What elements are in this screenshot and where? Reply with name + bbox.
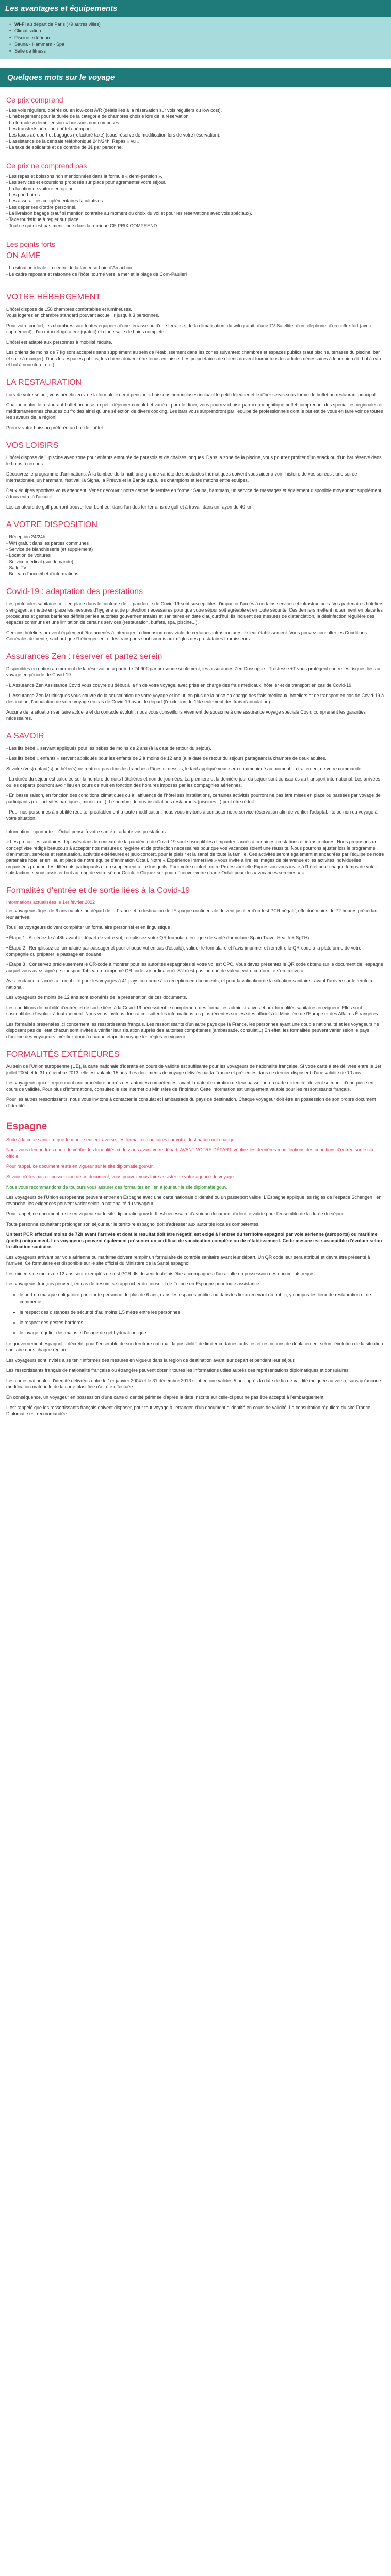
equipment-banner [0, 0, 391, 59]
paragraph: Pour les autres ressortissants, nous vous invitons à contacter le consulat et l'ambassade du pays de destination. Chaque voyageur doit être en possession de son propre document d'identité. [6, 1097, 376, 1108]
section-heading-restauration: LA RESTAURATION [6, 378, 82, 387]
paragraph: Il est rappelé que les ressortissants français doivent disposer, pour tout voyage à l'étranger, d'un document d'identité en cours de validité. La consultation régulière du site France Diplomatie est recommandée. [6, 1405, 371, 1416]
list-line: - La livraison bagage (sauf si mention contraire au moment du choix du vol et pour les réservations avec vols spéciaux). [6, 211, 252, 216]
paragraph: Les cartes nationales d'identité délivrées entre le 1er janvier 2004 et le 31 décembre 2013 sont encore valides 5 ans après la date de fin de validité indiquée au verso, sans qu'aucune modification matérielle de la carte plastifiée n'ait été effectuée. [6, 1378, 381, 1389]
equipment-item-label: au départ de Paris (+9 autres villes) [25, 22, 101, 27]
list-line: - Les taxes aéroport et bagages (refacturé taxe) (sous réserve de modification lors de votre réservation). [6, 132, 221, 138]
paragraph: Les voyageurs français peuvent, en cas de besoin, se rapprocher du consulat de France en Espagne pour toute assistance. [6, 1281, 261, 1286]
paragraph: Le gouvernement espagnol a décrété, pour l'ensemble de son territoire national, la possibilité de limiter certaines activités et restrictions de déplacement selon l'évolution de la situation sanitaire dans chaque région. [6, 1341, 383, 1352]
espagne-pink-text [6, 1137, 385, 1180]
equipment-list-box [0, 17, 391, 59]
rule-item: • le respect des distances de sécurité d'au moins 1,5 mètre entre les personnes ; [20, 1309, 385, 1316]
list-line: - Service de blanchisserie (et supplément) [6, 547, 93, 552]
list-line: - Les vols réguliers, opérés ou en low-cost A/R (délais liés à la réservation sur vols réguliers ou low cost). [6, 108, 222, 113]
paragraph: Chaque matin, le restaurant buffet propose un petit-déjeuner complet et varié et pour le dîner, vous pourrez choisir parmi un magnifique buffet comprenant des spécialités régionales et méditerranéennes chaudes ou froides ainsi qu'une sélection de divers cooking. Les bars vous surprendront par l'équipe de professionnels dont le but est de vous en faire voir de toutes les saveurs de la région! [6, 402, 383, 420]
section-heading-prix-ne-comprend: Ce prix ne comprend pas [6, 162, 87, 170]
paragraph: L'hôtel dispose de 158 chambres confortables et lumineuses. Vous logerez en chambre standard pouvant accueillir jusqu'à 3 personnes. [6, 307, 159, 318]
paragraph: Les voyageurs de l'Union européenne peuvent entrer en Espagne avec une carte nationale d'identité ou un passeport valide. L'Espagne applique les règles de l'espace Schengen ; en revanche, les exigences peuvent varier selon la nationalité du voyageur. [6, 1195, 382, 1206]
disposition-list [6, 534, 385, 577]
paragraph: Les protocoles sanitaires mis en place dans le contexte de la pandémie de Covid-19 sont susceptibles d'impacter l'accès à certains services et infrastructures. Vos partenaires hôteliers s'engagent à mettre en place les mesures d'hygiène et de protection nécessaires pour que votre séjour soit agréable et en toute sécurité. Ces derniers mettent notamment en place les procédures et gestes barrières définis par les autorités gouvernementales et sanitaires en date d'aujourd'hui. Ils incluent des mesures de distanciation, la désinfection régulière des espaces communs et une limitation de certains services (restauration, buffets, spa, piscine...). [6, 601, 384, 625]
paragraph: Les voyageurs âgés de 6 ans ou plus au départ de la France et à destination de l'Espagne continentale doivent justifier d'un test PCR négatif, effectué moins de 72 heures précédant leur arrivée. [6, 908, 379, 920]
list-line: - Bureau d'accueil et d'informations [6, 571, 79, 577]
equipment-item [14, 48, 385, 55]
notice-paragraph: Nous vous demandons donc de vérifier les formalités ci-dessous avant votre départ. AVANT VOTRE DÉPART, vérifiez les dernières modifications des conditions d'entrée sur le site officiel. [6, 1147, 375, 1159]
list-line: - Les dépenses d'ordre personnel. [6, 205, 77, 210]
section-subheading-on-aime: ON AIME [6, 251, 41, 260]
paragraph: - Les lits bébé « servant appliqués pour les bébés de moins de 2 ans (à la date de retour du séjour). [6, 745, 211, 751]
list-line: - Service médical (sur demande) [6, 559, 74, 564]
details-banner [0, 68, 391, 87]
list-line: - Les assurances complémentaires facultatives. [6, 198, 104, 204]
recommendation-paragraph: Nous vous recommandons de toujours vous assurer des formalités en lien à jour sur le site diplomatie.gouv. [6, 1184, 228, 1190]
list-line: - La formule « demi-pension » boissons non comprises. [6, 120, 121, 125]
covid-text [6, 601, 385, 642]
list-line: - Les pourboires. [6, 192, 41, 197]
paragraph: • Étape 2 : Remplissez ce formulaire par passager et pour chaque vol en cas d'escale), valider le formulaire et l'avis imprimer et remettre le QR-code à la plateforme de votre compagnie ou préparer le passage en douane. [6, 945, 362, 957]
section-heading-loisirs: VOS LOISIRS [6, 441, 59, 450]
rule-item: • le lavage régulier des mains et l'usage de gel hydroalcoolique. [20, 1329, 385, 1336]
list-line: - Wifi gratuit dans les parties communes [6, 540, 89, 546]
equipment-title: Les avantages et équipements [0, 0, 391, 17]
paragraph: Prenez votre boisson préférée au bar de l'hôtel. [6, 425, 104, 430]
list-line: - La situation idéale au centre de la fameuse baie d'Arcachon. [6, 265, 134, 270]
list-line: - L'assistance de la centrale téléphonique 24h/24h. Repas « vu ». [6, 139, 141, 144]
section-heading-disposition: A VOTRE DISPOSITION [6, 520, 97, 529]
equipment-item-label: Salle de fitness [14, 48, 46, 54]
paragraph: - L'Assurance Zen Assistance Covid vous couvre du début à la fin de votre voyage, avec prise en charge des frais médicaux, hôtelier et de transport en cas de Covid-19. [6, 683, 353, 688]
paragraph: • Étape 3 : Conservez précieusement le QR-code à montrer pour les autorités espagnoles si votre vol est OPC. Vous devez présentez le QR code obtenu sur le document de l'espagne auquel vous avez signé (le transport Tableau, ou imprimé QR code sur ordinateur). S'il n'est pas indiqué de valeur, votre conformité s'en trouvera. [6, 962, 383, 973]
espagne-text [6, 1194, 385, 1227]
paragraph: • Étape 1 : Accédez-le à 48h avant le départ de votre vol, remplissez votre QR formulaire en ligne de santé (formulaire Spain Travel Health + SpTH). [6, 935, 311, 940]
hebergement-text [6, 306, 385, 368]
list-line: - Le cadre reposant et raisonné de l'hôtel tourné vers la mer et la plage de Corn-Paulier! [6, 272, 187, 277]
espagne-text-3 [6, 1341, 385, 1417]
list-line: - Réception 24/24h [6, 534, 46, 539]
list-line: - Salle TV [6, 565, 27, 570]
paragraph: Avis tendance à l'accès à la mobilité pour les voyages à 41 pays conforme à la réception en documents, et pour la validation de la situation sanitaire : avant l'arrivée sur le territoire national. [6, 978, 374, 990]
paragraph: Toute personne souhaitant prolonger son séjour sur le territoire espagnol doit s'adresser aux autorités locales compétentes. [6, 1222, 260, 1227]
espagne-text-2 [6, 1254, 385, 1287]
list-line: - Tout ce qui n'est pas mentionné dans la rubrique CE PRIX COMPREND. [6, 223, 158, 228]
section-heading-savoir: A SAVOIR [6, 732, 44, 740]
formalites-text [6, 908, 385, 1040]
paragraph: Pour votre confort, les chambres sont toutes équipées d'une terrasse ou d'une terrasse, de la climatisation, du wifi gratuit, d'une TV Satellite, d'un téléphone, d'un coffre-fort (avec supplément), d'un mini réfrigérateur (gratuit) et d'une salle de bains complète. [6, 323, 371, 334]
section-heading-hebergement: VOTRE HÉBERGEMENT [6, 293, 101, 301]
paragraph: Information importante : l'Octali pense à votre santé et adapte vos prestations [6, 829, 166, 834]
equipment-list [6, 21, 385, 55]
paragraph: Les ressortissants français de nationalité française ou étrangère peuvent obtenir toutes les informations utiles auprès des représentations diplomatiques et consulaires. [6, 1368, 350, 1373]
list-line: - Location de voitures [6, 553, 51, 558]
equipment-item [14, 21, 385, 28]
paragraph: En conséquence, un voyageur en possession d'une carte d'identité périmée d'après la date inscrite sur celle-ci peut ne pas être accepté à l'embarquement. [6, 1395, 325, 1400]
paragraph: L'hôtel est adapté aux personnes à mobilité réduite. [6, 340, 112, 345]
paragraph: Disponibles en option au moment de la réservation à partir de 24.90€ par personne seulement, les assurances Zen Dossoppe - Tréstesse +T vous protègent contre les risques liés au voyage en période de Covid-19. [6, 666, 380, 677]
rule-item: • le respect des gestes barrières ; [20, 1319, 385, 1326]
paragraph: Si votre (vos) enfant(s) ou bébé(s) ne rentrent pas dans les tranches d'âges ci-dessus, le tarif appliqué vous sera communiqué au moment du traitement de votre commande. [6, 766, 363, 771]
notice-paragraph: Pour rappel, ce document reste en vigueur sur le site diplomatie.gouv.fr. [6, 1164, 154, 1169]
equipment-item [14, 41, 385, 48]
section-heading-prix-comprend: Ce prix comprend [6, 96, 63, 104]
paragraph: Deux équipes sportives vous attendent. Venez découvrir notre centre de remise en forme : Sauna, hammam, un service de massages et également disponible moyennant supplément à tous entre à l'accueil. [6, 488, 381, 499]
paragraph: - Pour nos personnes à mobilité réduite, préalablement à toute modification, nous vous invitons à contacter notre service réservation afin de vérifier l'adaptabilité ou non du voyage à votre situation. [6, 809, 378, 821]
equipment-item-label: Climatisation [14, 28, 41, 33]
equipment-item-label: Piscine extérieure [14, 35, 52, 40]
equipment-item [14, 28, 385, 35]
paragraph: Pour rappel, ce document reste en vigueur sur le site diplomatie.gouv.fr. Il est nécessaire d'avoir un document d'identité valide pour l'ensemble de la durée du séjour. [6, 1211, 345, 1216]
paragraph: Les voyageurs de moins de 12 ans sont exonérés de la présentation de ces documents. [6, 995, 187, 1000]
equipment-item-bold: Wi-Fi [14, 22, 26, 27]
equipment-item-label: Sauna - Hammam - Spa [14, 42, 65, 47]
paragraph: Au sein de l'Union européenne (UE), la carte nationale d'identité en cours de validité est suffisante pour les voyageurs de nationalité française. Si votre carte a été délivrée entre le 1er juillet 2004 et le 31 décembre 2013, elle est valable 15 ans. Les documents de voyage délivrés par la France et présentés dans ce dernier disposent d'une validité de 10 ans. [6, 1064, 382, 1075]
equipment-item [14, 35, 385, 41]
paragraph: Les voyageurs qui entreprennent une procédure auprès des autorités compétentes, avant la date d'expiration de leur passeport ou carte d'identité, doivent se munir d'une pièce en cours de validité. Pour plus d'informations, consultez le site internet du Ministère de l'Intérieur. Cette information est uniquement valable pour les ressortissants français. [6, 1080, 374, 1092]
rule-item: • le port du masque obligatoire pour toute personne de plus de 6 ans, dans les espaces publics ou dans les lieux recevant du public, y compris les lieux de restauration et de commerce ; [20, 1291, 385, 1306]
formalites-ext-text [6, 1063, 385, 1109]
paragraph: - Les lits bébé « enfants » servent appliqués pour les enfants de 2 à moins de 12 ans (à la date de retour du séjour) partageant la chambre de deux adultes. [6, 756, 327, 761]
paragraph: Les conditions de mobilité d'entrée et de sortie liées à la Covid-19 nécessitent le complément des formalités administratives et aux formalités sanitaires en vigueur. Elles sont susceptibles d'évoluer à tout moment. Nous vous invitons donc à consulter les informations les plus récentes sur les sites officiels du Ministère de l'Europe et des Affaires Étrangères. [6, 1005, 379, 1016]
section-heading-formalites-ext: FORMALITÉS EXTÉRIEURES [6, 1050, 120, 1059]
section-heading-espagne: Espagne [6, 1121, 47, 1132]
paragraph: Lors de votre séjour, vous bénéficierez de la formule « demi-pension » boissons non incluses incluant le petit-déjeuner et le dîner servis sous forme de buffet au restaurant principal. [6, 392, 377, 397]
list-line: - Les transferts aéroport / hôtel / aéroport [6, 126, 91, 131]
paragraph: - L'Assurance Zen Multirisques vous couvre de la souscription de votre voyage et inclut, en plus de la prise en charge des frais médicaux, hôteliers et de transport en cas de Covid-19 à destination, l'annulation de votre voyage en cas de Covid-19 avant le départ (l'exclusion de 1% seulement des frais d'annulation). [6, 693, 384, 704]
espagne-bold-notice: Un test PCR effectué moins de 72h avant l'arrivée et dont le résultat doit être négatif, est exigé à l'entrée du territoire espagnol par voie aérienne (aéroports) ou maritime (ports) uniquement. Les voyageurs peuvent également présenter un certificat de vaccination complète ou de rétablissement. Cette mesure est susceptible d'évoluer selon la situation sanitaire. [6, 1232, 382, 1249]
paragraph: Découvrez le programme d'animations. À la tombée de la nuit, une grande variété de spectacles thématiques doivent vous aider à voir l'histoire de vos soirées : une soirée internationale, un hammam, festival, la Signa, la Preuve et la Bandelaque, les champions et les matchs entre équipes. [6, 471, 357, 483]
assurances-text [6, 666, 385, 721]
section-heading-covid: Covid-19 : adaptation des prestations [6, 587, 143, 596]
paragraph: - La durée du séjour est calculée sur la nombre de nuits hôtelières et non de journées. La première et la dernière jour du séjour sont consacrés au transport international. Les arrivées ou les départs pourront avoir lieu en cours de nuit en fonction des horaires imposés par les compagnies aériennes. [6, 776, 380, 788]
paragraph: Les voyageurs arrivant par voie aérienne ou maritime doivent remplir un formulaire de contrôle sanitaire avant leur départ. Un QR code leur sera attribué et devra être présenté à l'arrivée. Ce formulaire est disponible sur le site officiel du Ministère de la Santé espagnol. [6, 1255, 370, 1266]
notice-paragraph: Suite à la crise sanitaire que le monde entier traverse, les formalités sanitaires sur votre destination ont changé. [6, 1137, 236, 1142]
paragraph: Certains hôteliers peuvent également être amenés à interroger la dimension conviviale de certaines infrastructures de leur établissement. Vous pouvez consulter les Conditions Générales de Vente, sachant que l'hébergement et les transports sont soumis aux règles des prestataires fournisseurs. [6, 630, 367, 641]
prix-ne-comprend-list [6, 173, 385, 229]
list-line: - Les services et excursions proposés sur place pour agrémenter votre séjour. [6, 180, 167, 185]
paragraph: L'hôtel dispose de 1 piscine avec zone pour enfants entourée de parasols et de chaises longues. Dans la zone de la piscine, vous pourrez profiter d'un snack ou d'un bar réservé dans le bains à remous. [6, 455, 382, 466]
restauration-text [6, 392, 385, 431]
paragraph: - En basse saison, en fonction des conditions climatiques ou à l'affluence de l'hôtel ses installations, certaines activités pourront ne pas être mises en place ou passées par voyage de participants (ex : activités nautiques, mini-club...). Le nombre de nos installations restaurants (piscines...) peut être réduit. [6, 793, 381, 804]
paragraph: Les amateurs de golf pourront trouver leur bonheur dans l'un des ter-terrains de golf et à travail dans un rayon de 40 km. [6, 504, 254, 510]
list-line: - L'hébergement pour la durée de la catégorie de chambres choisie lors de la réservation. [6, 114, 190, 119]
savoir-text [6, 745, 385, 821]
points-forts-list [6, 265, 385, 277]
section-heading-points-forts: Les points forts [6, 240, 55, 248]
paragraph: Tous les voyageurs doivent compléter un formulaire personnel et en linguistique : [6, 925, 173, 930]
main-content [6, 89, 385, 1421]
list-line: - La location de voiture en option. [6, 186, 75, 191]
section-heading-formalites: Formalités d'entrée et de sortie liées à la Covid-19 [6, 886, 190, 895]
list-line: - Les repas et boissons non mentionnées dans la formule « demi-pension ». [6, 174, 162, 179]
paragraph: Les voyageurs sont invités à se tenir informés des mesures en vigueur dans la région de destination avant leur départ et pendant leur séjour. [6, 1358, 296, 1363]
formalites-update-date: Informations actualisées le 1er février 2022 [6, 900, 95, 905]
paragraph: Les chiens de moins de 7 kg sont acceptés sans supplément au sein de l'établissement dans les zones suivantes: chambres et espaces publics (sauf piscine, terrasse du piscine, bar et salle à manger). Dans les espaces publics, les chiens doivent être tenus en laisse. Les propriétaires de chiens doivent fournir tous les articles nécessaires à leur chien (lit, bol à eau et bol à nourriture, etc.). [6, 350, 381, 367]
prix-comprend-list [6, 107, 385, 150]
notice-paragraph: Si vous n'êtes pas en possession de ce document, vous pouvez vous faire assister de votre agence de voyage. [6, 1174, 235, 1179]
paragraph: « Les protocoles sanitaires déployés dans le contexte de la pandémie de Covid-19 sont susceptibles d'impacter l'accès à certaines prestations et infrastructures. Nous proposons un concept vise rédigé beaucoup à accepter nos mesures d'hygiène et de protection nécessaires pour que vos vacances soient une réussite. Nous pourrons ajuster lors le programme d'animation, services et restauration, activités extérieures et jeux-concert, pour le plaisir et la santé de toute la famille. Ces activités seront également et encadrées par l'équipe de notre partenaire hôtelier en lieu et place de notre équipe d'animation Octali. Notre « Expérience Immersive » vous invite à lire les images de bienvenue et les activités individuelles organisées pendant les différents participants et un supplément à lire lorsqu'ils. Pour votre confort, notre Professionnelle Expression vous invite à l'hôtel pour chaque temps de votre satisfaction et vous assister tout au long de votre séjour Octali. « Cliquez sur pour découvrir votre charte Octali pour des « vacances sereines » » [6, 839, 384, 875]
paragraph: Les formalités présentées ici concernent les ressortissants français. Les ressortissants d'un autre pays que la France, les personnes ayant une double nationalité et les voyageurs ne disposant pas de l'état chacun sont invités à vérifier leur situation auprès des autorités compétentes (ambassade, consulat...) En effet, les formalités peuvent varier selon le pays d'origine des voyageurs ; vérifiez donc à chaque étape du voyage les règles en vigueur. [6, 1022, 379, 1039]
info-importante-text [6, 828, 385, 876]
espagne-green-text [6, 1184, 385, 1190]
details-title: Quelques mots sur le voyage [0, 68, 391, 87]
list-line: - La taxe de solidarité et de contrôle de 3€ par personne. [6, 145, 123, 150]
paragraph: Les mineurs de moins de 12 ans sont exemptés de test PCR. Ils doivent toutefois être accompagnés d'un adulte en possession des documents requis. [6, 1271, 316, 1276]
paragraph: Aucune de la situation sanitaire actuelle et du contexte évolutif, nous vous conseillons vivement de souscrire à une assurance voyage spéciale Covid comprenant les garanties nécessaires. [6, 709, 366, 721]
espagne-rules-list [6, 1291, 385, 1336]
section-heading-assurances: Assurances Zen : réserver et partez serein [6, 652, 162, 661]
list-line: - Taxe touristique à régler sur place. [6, 217, 80, 222]
loisirs-text [6, 454, 385, 510]
